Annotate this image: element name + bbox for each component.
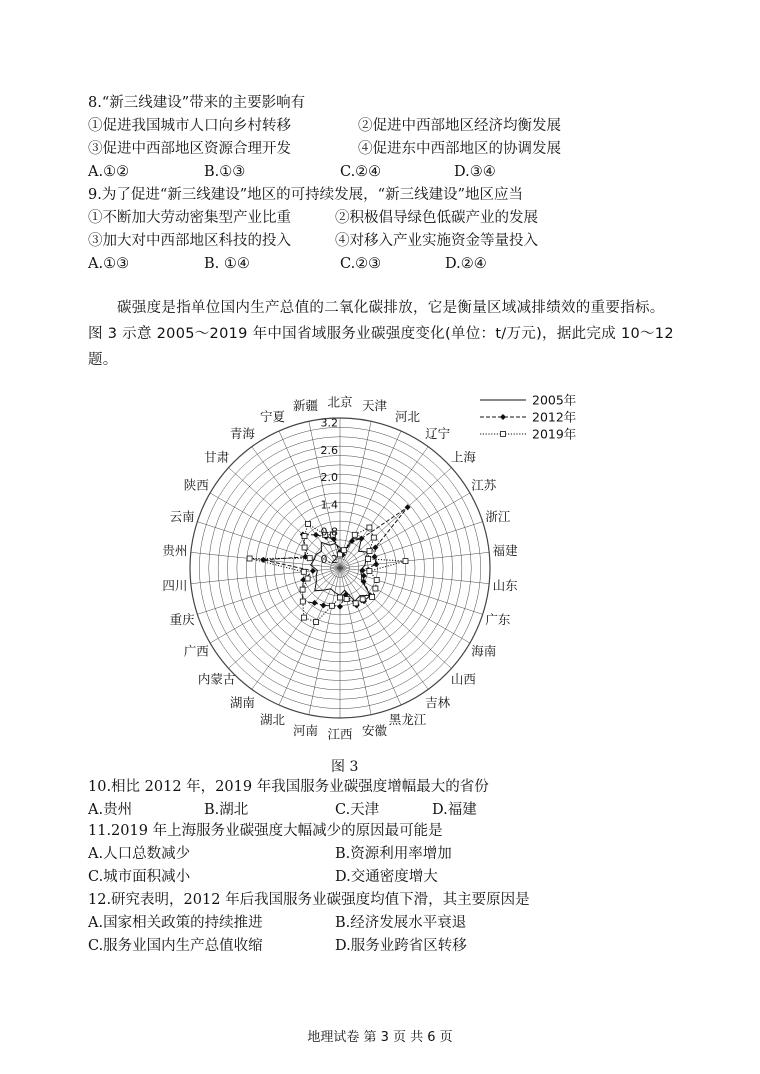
series-point-square — [302, 545, 307, 550]
radial-tick-label: 2.0 — [320, 471, 338, 485]
grid-spoke — [197, 568, 340, 614]
legend-marker-square — [501, 432, 506, 437]
figure-caption: 图 3 — [331, 759, 359, 775]
q9-option-2: ②积极倡导绿色低碳产业的发展 — [335, 210, 538, 226]
radar-chart — [140, 378, 620, 758]
category-label: 黑龙江 — [388, 712, 427, 728]
q12-choice-c: C.服务业国内生产总值收缩 — [88, 938, 263, 954]
series-point-diamond — [320, 602, 326, 608]
q9-choice-b: B. ①④ — [204, 256, 250, 272]
series-point-square — [314, 620, 319, 625]
series-point-square — [371, 535, 376, 540]
chart-legend — [480, 393, 576, 442]
category-label: 内蒙古 — [197, 671, 236, 687]
category-label: 贵州 — [162, 543, 188, 559]
series-point-square — [305, 521, 310, 526]
q8-choice-b: B.①③ — [204, 164, 246, 180]
series-point-square — [300, 599, 305, 604]
grid-spoke — [340, 568, 428, 689]
grid-spoke — [340, 552, 489, 568]
legend-label-2: 2019年 — [532, 426, 577, 442]
category-label: 河北 — [394, 408, 421, 424]
q8-choice-a: A.①② — [88, 164, 130, 180]
series-point-square — [341, 548, 346, 553]
series-point-diamond — [312, 600, 318, 606]
grid-spoke — [229, 568, 340, 668]
series-point-square — [370, 594, 375, 599]
q11-choice-b: B.资源利用率增加 — [335, 846, 452, 862]
radial-tick-label: 2.6 — [320, 443, 338, 457]
q10-stem: 10.相比 2012 年，2019 年我国服务业碳强度增幅最大的省份 — [88, 779, 489, 795]
series-point-square — [330, 603, 335, 608]
page-footer: 地理试卷 第 3 页 共 6 页 — [307, 1030, 453, 1045]
series-point-square — [301, 615, 306, 620]
series-point-square — [307, 556, 312, 561]
grid-spoke — [340, 421, 371, 568]
radial-tick-label: 1.4 — [320, 498, 338, 512]
q10-choice-d: D.福建 — [432, 802, 477, 818]
series-point-square — [360, 597, 365, 602]
category-label: 山东 — [492, 577, 518, 593]
series-point-square — [403, 559, 408, 564]
category-label: 吉林 — [425, 694, 451, 710]
q10-choice-a: A.贵州 — [88, 802, 133, 818]
series-point-square — [367, 549, 372, 554]
grid-spoke — [340, 568, 401, 705]
series-point-square — [353, 601, 358, 606]
series-point-square — [300, 587, 305, 592]
series-point-square — [344, 597, 349, 602]
legend-label-1: 2012年 — [532, 409, 577, 425]
series-point-square — [305, 576, 310, 581]
series-point-square — [352, 532, 357, 537]
category-label: 上海 — [450, 449, 476, 465]
q8-option-4: ④促进东中西部地区的协调发展 — [358, 141, 561, 157]
category-label: 陕西 — [183, 477, 209, 493]
grid-spoke — [197, 522, 340, 568]
category-label: 四川 — [162, 577, 188, 593]
category-label: 甘肃 — [204, 449, 230, 465]
category-label: 江西 — [327, 726, 353, 742]
grid-spoke — [340, 447, 428, 568]
series-point-square — [366, 556, 371, 561]
category-label: 浙江 — [485, 509, 511, 525]
series-point-square — [301, 569, 306, 574]
grid-spoke — [252, 568, 340, 689]
q9-option-4: ④对移入产业实施资金等量投入 — [335, 233, 538, 249]
category-label: 河南 — [292, 722, 319, 738]
q9-stem: 9.为了促进“新三线建设”地区的可持续发展，“新三线建设”地区应当 — [88, 187, 523, 203]
series-point-square — [373, 586, 378, 591]
legend-label-0: 2005年 — [532, 392, 577, 408]
category-label: 天津 — [361, 398, 388, 414]
q9-option-3: ③加大对中西部地区科技的投入 — [88, 233, 291, 249]
q8-option-1: ①促进我国城市人口向乡村转移 — [88, 118, 291, 134]
q8-choice-d: D.③④ — [454, 164, 496, 180]
q12-choice-b: B.经济发展水平衰退 — [335, 915, 467, 931]
grid-spoke — [340, 522, 483, 568]
grid-spoke — [340, 568, 451, 668]
category-label: 广西 — [183, 643, 209, 659]
q9-choice-c: C.②③ — [340, 256, 382, 272]
category-label: 山西 — [450, 671, 476, 687]
intro-line-3: 题。 — [88, 352, 118, 368]
series-point-square — [367, 569, 372, 574]
radial-tick-label: 0.8 — [320, 525, 338, 539]
category-label: 江苏 — [471, 477, 497, 493]
grid-spoke — [340, 493, 470, 568]
q12-choice-d: D.服务业跨省区转移 — [335, 938, 467, 954]
q11-choice-c: C.城市面积减小 — [88, 869, 191, 885]
q8-option-2: ②促进中西部地区经济均衡发展 — [358, 118, 561, 134]
category-label: 福建 — [492, 543, 518, 559]
q10-choice-c: C.天津 — [335, 802, 380, 818]
category-label: 安徽 — [361, 722, 388, 738]
q9-option-1: ①不断加大劳动密集型产业比重 — [88, 210, 291, 226]
category-label: 广东 — [485, 611, 511, 627]
series-point-square — [374, 577, 379, 582]
series-point-diamond — [313, 532, 319, 538]
q11-choice-d: D.交通密度增大 — [335, 869, 438, 885]
series-point-diamond — [358, 536, 364, 542]
q8-choice-c: C.②④ — [340, 164, 382, 180]
category-label: 湖南 — [229, 694, 255, 710]
series-point-diamond — [373, 561, 379, 567]
category-label: 云南 — [169, 509, 195, 525]
series-point-square — [302, 534, 307, 539]
category-label: 海南 — [471, 643, 497, 659]
series-point-square — [247, 556, 252, 561]
q11-stem: 11.2019 年上海服务业碳强度大幅减少的原因最可能是 — [88, 823, 443, 839]
q12-choice-a: A.国家相关政策的持续推进 — [88, 915, 263, 931]
radial-tick-label: 3.2 — [320, 416, 338, 430]
category-label: 辽宁 — [425, 426, 451, 442]
legend-marker-diamond — [500, 414, 506, 420]
series-point-square — [367, 525, 372, 530]
q9-choice-d: D.②④ — [445, 256, 487, 272]
q8-stem: 8.“新三线建设”带来的主要影响有 — [88, 95, 306, 111]
series-point-square — [338, 595, 343, 600]
q11-choice-a: A.人口总数减少 — [88, 846, 191, 862]
category-label: 重庆 — [169, 611, 195, 627]
category-label: 北京 — [327, 394, 353, 410]
series-point-diamond — [337, 604, 343, 610]
category-label: 青海 — [229, 426, 255, 442]
category-label: 宁夏 — [259, 408, 286, 424]
radial-tick-label: 0.2 — [320, 552, 338, 566]
q9-choice-a: A.①③ — [88, 256, 130, 272]
category-label: 新疆 — [292, 398, 319, 414]
category-label: 湖北 — [259, 712, 286, 728]
intro-line-2: 图 3 示意 2005～2019 年中国省域服务业碳强度变化(单位：t/万元)，据此完成 10～12 — [88, 326, 674, 342]
q8-option-3: ③促进中西部地区资源合理开发 — [88, 141, 291, 157]
grid-spoke — [340, 468, 451, 568]
intro-line-1: 碳强度是指单位国内生产总值的二氧化碳排放，它是衡量区域减排绩效的重要指标。 — [117, 300, 665, 316]
q10-choice-b: B.湖北 — [204, 802, 249, 818]
q12-stem: 12.研究表明，2012 年后我国服务业碳强度均值下滑，其主要原因是 — [88, 892, 530, 908]
